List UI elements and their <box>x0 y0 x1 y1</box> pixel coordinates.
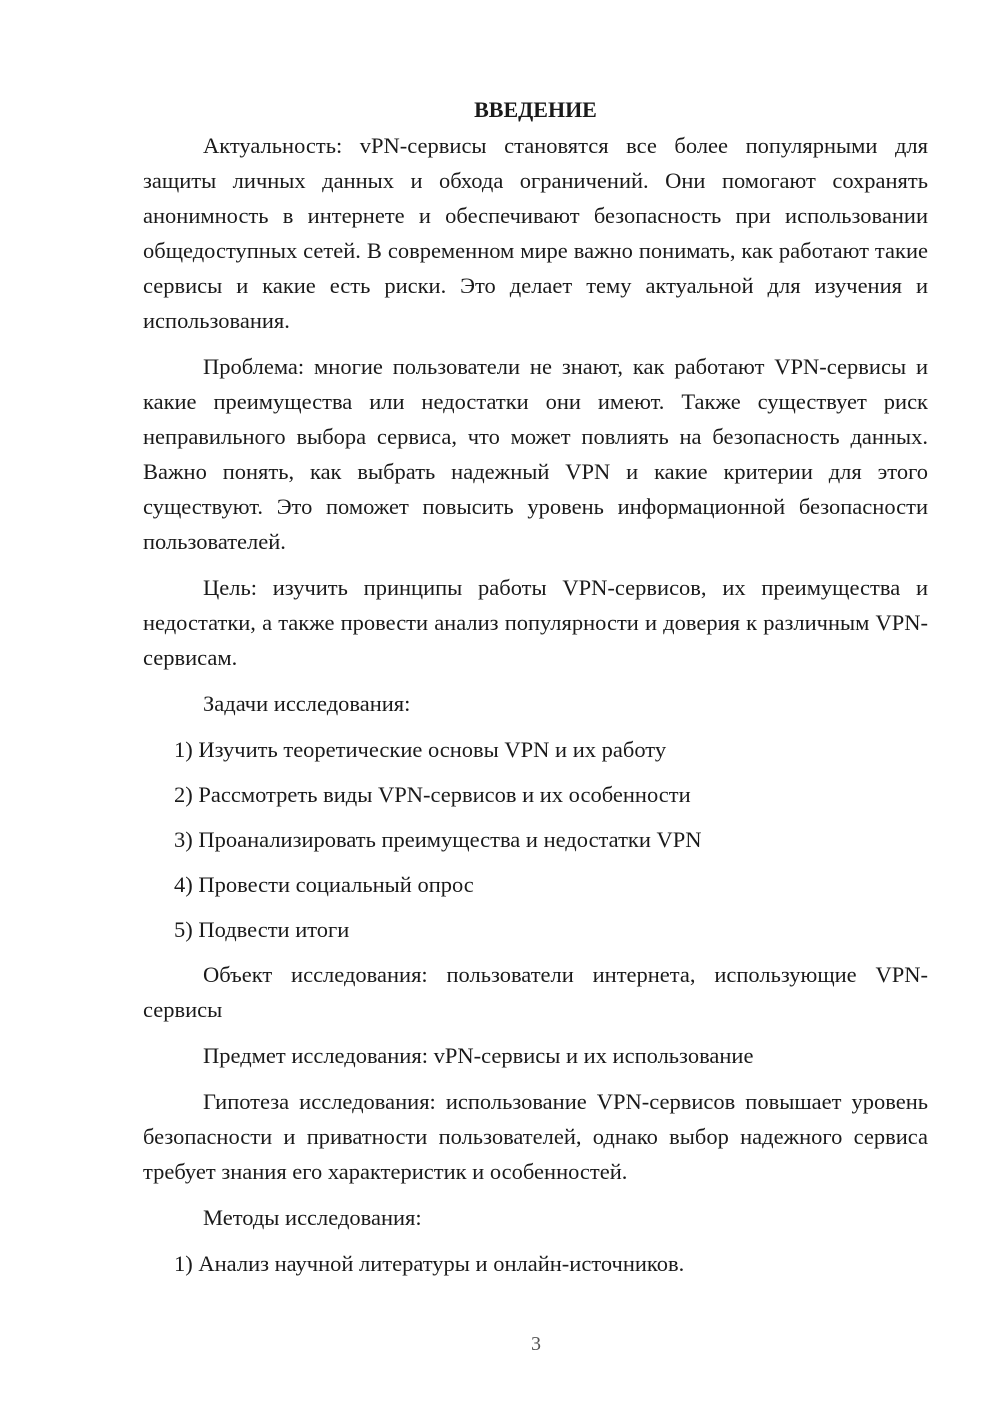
methods-label: Методы исследования: <box>203 1205 422 1230</box>
paragraph-object: Объект исследования: пользователи интернета, использующие VPN-сервисы <box>143 962 928 1022</box>
section-heading: ВВЕДЕНИЕ <box>474 97 597 122</box>
list-item: 2) Рассмотреть виды VPN-сервисов и их особенности <box>174 782 691 807</box>
list-item: 1) Анализ научной литературы и онлайн-источников. <box>174 1251 685 1276</box>
tasks-label: Задачи исследования: <box>203 691 411 716</box>
paragraph-hypothesis: Гипотеза исследования: использование VPN-сервисов повышает уровень безопасности и приватности пользователей, однако выбор надежного сервиса требует знания его характеристик и особенностей. <box>143 1089 928 1184</box>
list-item: 3) Проанализировать преимущества и недостатки VPN <box>174 827 702 852</box>
paragraph-problem: Проблема: многие пользователи не знают, как работают VPN-сервисы и какие преимущества или недостатки они имеют. Также существует риск неправильного выбора сервиса, что может повлиять на безопасность данных. Важно понять, как выбрать надежный VPN и какие критерии для этого существуют. Это поможет повысить уровень информационной безопасности пользователей. <box>143 354 928 554</box>
paragraph-relevance: Актуальность: vPN-сервисы становятся все более популярными для защиты личных данных и обхода ограничений. Они помогают сохранять анонимность в интернете и обеспечивают безопасность при использовании общедоступных сетей. В современном мире важно понимать, как работают такие сервисы и какие есть риски. Это делает тему актуальной для изучения и использования. <box>143 133 928 333</box>
page-number: 3 <box>531 1333 541 1355</box>
list-item: 1) Изучить теоретические основы VPN и их работу <box>174 737 667 762</box>
document-body <box>143 92 928 1291</box>
methods-list <box>143 1246 928 1281</box>
paragraph-goal: Цель: изучить принципы работы VPN-сервисов, их преимущества и недостатки, а также провести анализ популярности и доверия к различным VPN-сервисам. <box>143 575 928 670</box>
tasks-list <box>143 732 928 947</box>
paragraph-subject: Предмет исследования: vPN-сервисы и их использование <box>203 1043 754 1068</box>
list-item: 4) Провести социальный опрос <box>174 872 474 897</box>
list-item: 5) Подвести итоги <box>174 917 350 942</box>
